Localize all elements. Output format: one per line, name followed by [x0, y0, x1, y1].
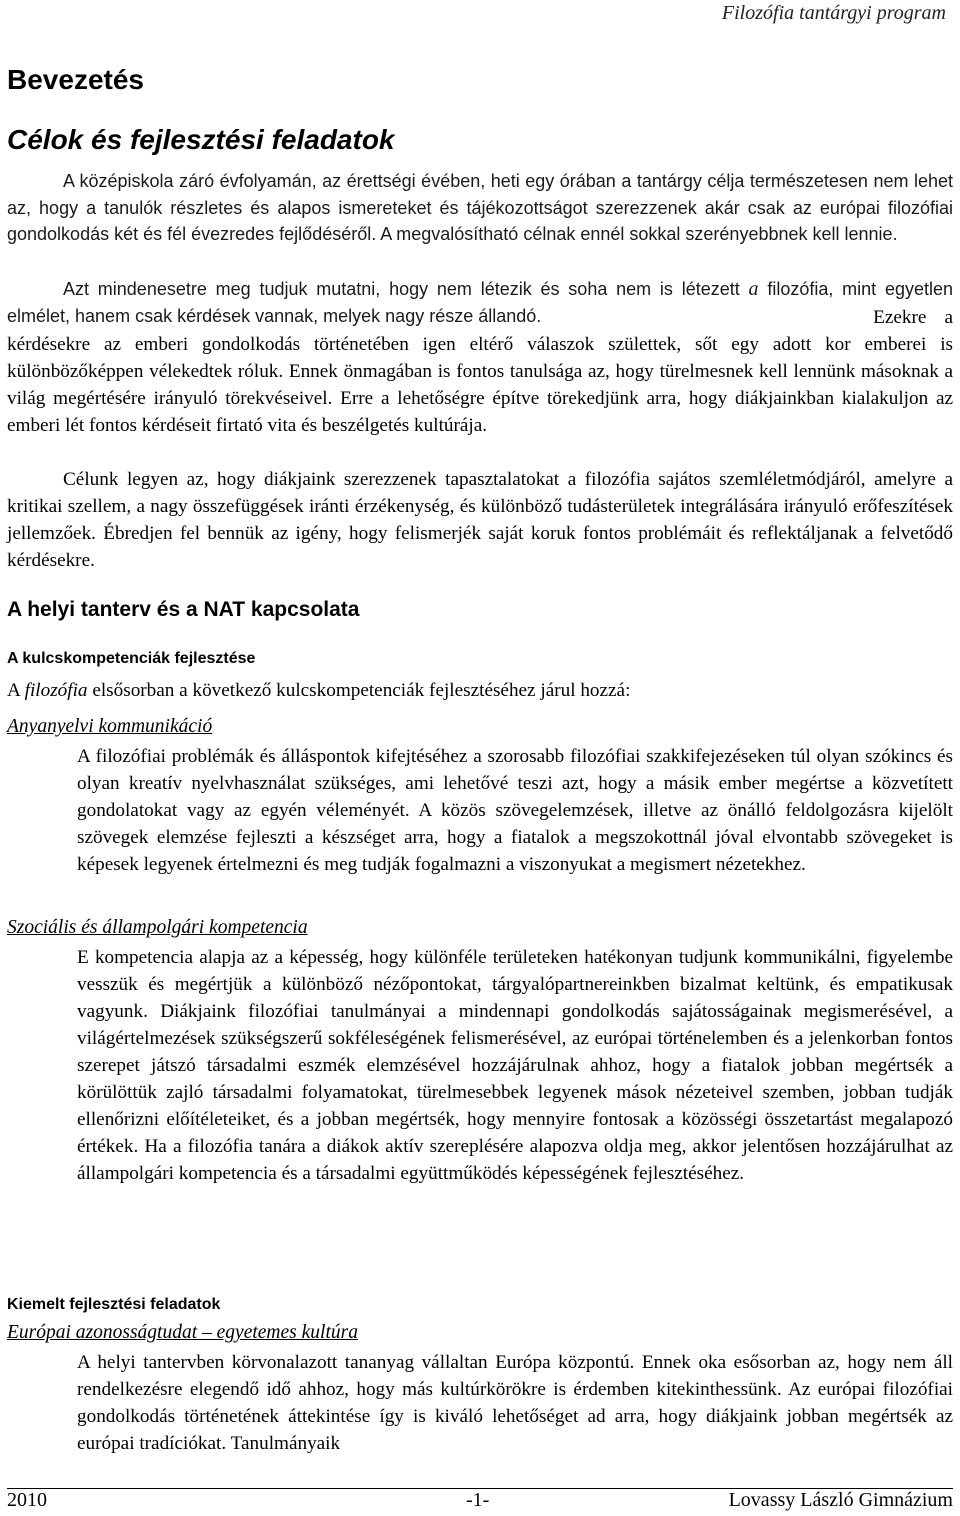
- europai-paragraph: A helyi tantervben körvonalazott tananyag vállaltan Európa központú. Ennek oka esősorban az, hogy nem áll rendelkezésre elegendő idő ahhoz, hogy más kultúrkörökre is érdemben kitekinthessünk. Az európai filozófiai gondolkodás történetének áttekintése így is kiváló lehetőséget ad arra, hogy diákjaink jobban megértsék az európai tradíciókat. Tanulmányaik: [77, 1352, 953, 1454]
- heading-bevezetes: Bevezetés: [7, 64, 144, 95]
- subheading-europai: Európai azonosságtudat – egyetemes kultúra: [7, 1322, 358, 1343]
- footer-page-number: -1-: [466, 1489, 490, 1511]
- anyanyelvi-paragraph: A filozófiai problémák és álláspontok kifejtéséhez a szorosabb filozófiai szakkifejezéseken túl olyan szókincs és olyan kreatív nyelvhasználat szükséges, ami lehetővé teszi azt, hogy a másik ember megértse a közvetített gondolatokat vagy az egyén véleményét. A közös szövegelemzések, illetve az önálló feldolgozásra kijelölt szövegek elemzése fejleszti a készséget arra, hogy a fiatalok a megszokottnál jóval elvontabb szövegeket is képesek legyenek értelmezni és meg tudják fogalmazni a viszonyukat a megismert nézetekhez.: [77, 746, 953, 875]
- heading-celok: Célok és fejlesztési feladatok: [7, 124, 395, 155]
- kulcs-intro: [7, 677, 953, 704]
- szocialis-paragraph: E kompetencia alapja az a képesség, hogy különféle területeken hatékonyan tudjunk kommunikálni, figyelembe vesszük és megértjük a különböző nézőpontokat, tárgyalópartnereinkben bizalmat keltünk, és empatikusak vagyunk. Diákjaink filozófiai tanulmányai a mindennapi gondolkodás sajátosságainak megismerésével, a világértelmezések szükségszerű sokféleségének felismerésével, az európai történelemben és a jelenkorban fontos szerepet játszó társadalmi eszmék elemzésével hozzájárulnak ahhoz, hogy a fiatalok jobban megértsék a körülöttük zajló társadalmi folyamatokat, türelmesebbek legyenek mások nézeteivel szemben, jobban tudják ellenőrizni előítéleteiket, és a jobban megértsék, hogy mennyire fontosak a közösségi összetartást megalapozó értékek. Ha a filozófia tanára a diákok aktív szereplésére alapozva oldja meg, akkor jelentősen hozzájárulhat az állampolgári kompetencia és a társadalmi együttműködés képességének fejlesztéséhez.: [77, 947, 953, 1184]
- subheading-szocialis: Szociális és állampolgári kompetencia: [7, 917, 308, 938]
- intro-p2-emphasis: a: [748, 278, 759, 300]
- footer-school: Lovassy László Gimnázium: [728, 1489, 953, 1511]
- subheading-anyanyelvi: Anyanyelvi kommunikáció: [7, 716, 213, 737]
- intro-p2-text-a: Azt mindenesetre meg tudjuk mutatni, hogy nem létezik és soha nem is létezett: [63, 279, 749, 299]
- footer-year: 2010: [7, 1489, 47, 1511]
- intro-p2-rest: Ezekre a kérdésekre az emberi gondolkodás történetében igen eltérő válaszok születtek, sőt egy adott kor emberei is különbözőképpen vélekedtek róluk. Ennek önmagában is fontos tanulsága az, hogy türelmesnek kell lennünk másoknak a világ megértésére irányuló törekvéseivel. Erre a lehetőségre építve törekedjünk arra, hogy diákjainkban kialakuljon az emberi lét fontos kérdéseit firtató vita és beszélgetés kultúrája.: [7, 307, 953, 436]
- kulcs-intro-a: A: [7, 680, 25, 701]
- heading-kiemelt: Kiemelt fejlesztési feladatok: [7, 1296, 221, 1313]
- intro-paragraph-3: Célunk legyen az, hogy diákjaink szerezzenek tapasztalatokat a filozófia sajátos szemléletmódjáról, amelyre a kritikai szellem, a nagy összefüggések iránti érzékenység, és különböző tudásterületek integrálására irányuló erőfeszítések jellemzőek. Ébredjen fel bennük az igény, hogy felismerjék saját koruk fontos problémáit és reflektáljanak a felvetődő kérdésekre.: [7, 469, 953, 571]
- intro-paragraph-1: A középiskola záró évfolyamán, az érettségi évében, heti egy órában a tantárgy célja természetesen nem lehet az, hogy a tanulók részletes és alapos ismereteket és tájékozottságot szerezzenek akár csak az európai filozófiai gondolkodás két és fél évezredes fejlődéséről. A megvalósítható célnak ennél sokkal szerényebbnek kell lennie.: [7, 171, 953, 244]
- kulcs-intro-b: elsősorban a következő kulcskompetenciák fejlesztéséhez járul hozzá:: [87, 680, 631, 701]
- intro-p2-text-b: filozófia, mint egyetlen elmélet, hanem csak kérdések vannak, melyek nagy része állandó.: [7, 279, 953, 326]
- page-header-title: Filozófia tantárgyi program: [721, 2, 946, 24]
- kulcs-intro-emphasis: filozófia: [24, 680, 88, 701]
- heading-kulcskompetenciak: A kulcskompetenciák fejlesztése: [7, 650, 256, 667]
- heading-helyi-tanterv: A helyi tanterv és a NAT kapcsolata: [7, 598, 360, 621]
- intro-paragraph-2-rest: [7, 304, 953, 439]
